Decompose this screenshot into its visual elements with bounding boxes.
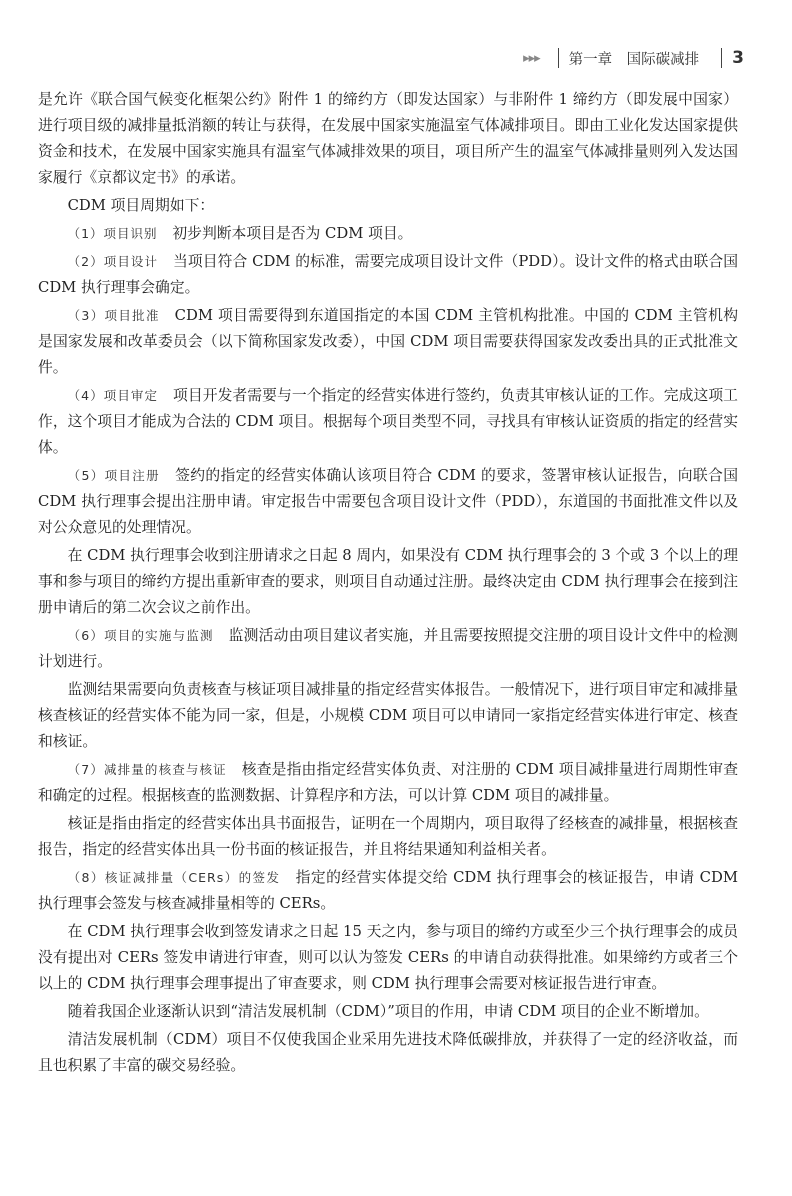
page-number: 3 <box>732 48 744 68</box>
step-label: （7）减排量的核查与核证 <box>67 762 227 777</box>
step-label: （8）核证减排量（CERs）的签发 <box>67 870 281 885</box>
step-label: （1）项目识别 <box>67 226 158 241</box>
paragraph <box>38 249 738 301</box>
header-divider <box>558 48 559 68</box>
paragraph-text: 在 CDM 执行理事会收到注册请求之日起 8 周内，如果没有 CDM 执行理事会的 3 个或 3 个以上的理事和参与项目的缔约方提出重新审查的要求，则项目自动通过注册。最终决定由 CDM 执行理事会在接到注册申请后的第二次会议之前作出。 <box>38 547 738 616</box>
paragraph-text: 项目开发者需要与一个指定的经营实体进行签约，负责其审核认证的工作。完成这项工作，这个项目才能成为合法的 CDM 项目。根据每个项目类型不同，寻找具有审核认证资质的指定的经营实体。 <box>38 387 738 456</box>
paragraph <box>38 623 738 675</box>
step-label: （5）项目注册 <box>67 468 160 483</box>
paragraph-text: CDM 项目周期如下： <box>67 197 215 214</box>
body-text <box>38 87 738 1081</box>
paragraph <box>38 811 738 863</box>
paragraph <box>38 757 738 809</box>
paragraph-text: 随着我国企业逐渐认识到“清洁发展机制（CDM）”项目的作用，申请 CDM 项目的企业不断增加。 <box>67 1003 709 1020</box>
paragraph-text: 监测活动由项目建议者实施，并且需要按照提交注册的项目设计文件中的检测计划进行。 <box>38 627 738 670</box>
chapter-title: 第一章 国际碳减排 <box>568 51 700 68</box>
paragraph-text: 是允许《联合国气候变化框架公约》附件 1 的缔约方（即发达国家）与非附件 1 缔约方（即发展中国家）进行项目级的减排量抵消额的转让与获得，在发展中国家实施温室气体减排项目。即由工业化发达国家提供资金和技术，在发展中国家实施具有温室气体减排效果的项目，项目所产生的温室气体减排量则列入发达国家履行《京都议定书》的承诺。 <box>38 91 738 186</box>
step-label: （4）项目审定 <box>67 388 159 403</box>
paragraph <box>38 383 738 461</box>
paragraph-text: 清洁发展机制（CDM）项目不仅使我国企业采用先进技术降低碳排放，并获得了一定的经济收益，而且也积累了丰富的碳交易经验。 <box>38 1031 738 1074</box>
paragraph-text: 核证是指由指定的经营实体出具书面报告，证明在一个周期内，项目取得了经核查的减排量，根据核查报告，指定的经营实体出具一份书面的核证报告，并且将结果通知利益相关者。 <box>38 815 738 858</box>
paragraph <box>38 999 738 1025</box>
paragraph <box>38 865 738 917</box>
step-label: （6）项目的实施与监测 <box>67 628 214 643</box>
header-divider <box>721 48 722 68</box>
paragraph <box>38 1027 738 1079</box>
paragraph <box>38 303 738 381</box>
paragraph <box>38 463 738 541</box>
paragraph <box>38 87 738 191</box>
paragraph <box>38 193 738 219</box>
paragraph <box>38 221 738 247</box>
step-label: （2）项目设计 <box>67 254 159 269</box>
paragraph-text: 在 CDM 执行理事会收到签发请求之日起 15 天之内，参与项目的缔约方或至少三个执行理事会的成员没有提出对 CERs 签发申请进行审查，则可以认为签发 CERs 的申请自动获得批准。如果缔约方或者三个以上的 CDM 执行理事会理事提出了审查要求，则 CDM 执行理事会需要对核证报告进行审查。 <box>38 923 738 992</box>
paragraph-text: 指定的经营实体提交给 CDM 执行理事会的核证报告，申请 CDM 执行理事会签发与核查减排量相等的 CERs。 <box>38 869 738 912</box>
paragraph-text: 核查是指由指定经营实体负责、对注册的 CDM 项目减排量进行周期性审查和确定的过程。根据核查的监测数据、计算程序和方法，可以计算 CDM 项目的减排量。 <box>38 761 738 804</box>
paragraph-text: 签约的指定的经营实体确认该项目符合 CDM 的要求，签署审核认证报告，向联合国 CDM 执行理事会提出注册申请。审定报告中需要包含项目设计文件（PDD），东道国的书面批准文件以及对公众意见的处理情况。 <box>38 467 738 536</box>
header-arrows-icon: ▸▸▸ <box>523 50 540 66</box>
paragraph-text: 当项目符合 CDM 的标准，需要完成项目设计文件（PDD）。设计文件的格式由联合国 CDM 执行理事会确定。 <box>38 253 738 296</box>
paragraph-text: 监测结果需要向负责核查与核证项目减排量的指定经营实体报告。一般情况下，进行项目审定和减排量核查核证的经营实体不能为同一家，但是，小规模 CDM 项目可以申请同一家指定经营实体进行审定、核查和核证。 <box>38 681 738 750</box>
paragraph-text: 初步判断本项目是否为 CDM 项目。 <box>172 225 413 242</box>
paragraph <box>38 677 738 755</box>
step-label: （3）项目批准 <box>67 308 160 323</box>
paragraph <box>38 543 738 621</box>
running-header <box>523 44 744 72</box>
paragraph-text: CDM 项目需要得到东道国指定的本国 CDM 主管机构批准。中国的 CDM 主管机构是国家发展和改革委员会（以下简称国家发改委），中国 CDM 项目需要获得国家发改委出具的正式批准文件。 <box>38 307 738 376</box>
paragraph <box>38 919 738 997</box>
